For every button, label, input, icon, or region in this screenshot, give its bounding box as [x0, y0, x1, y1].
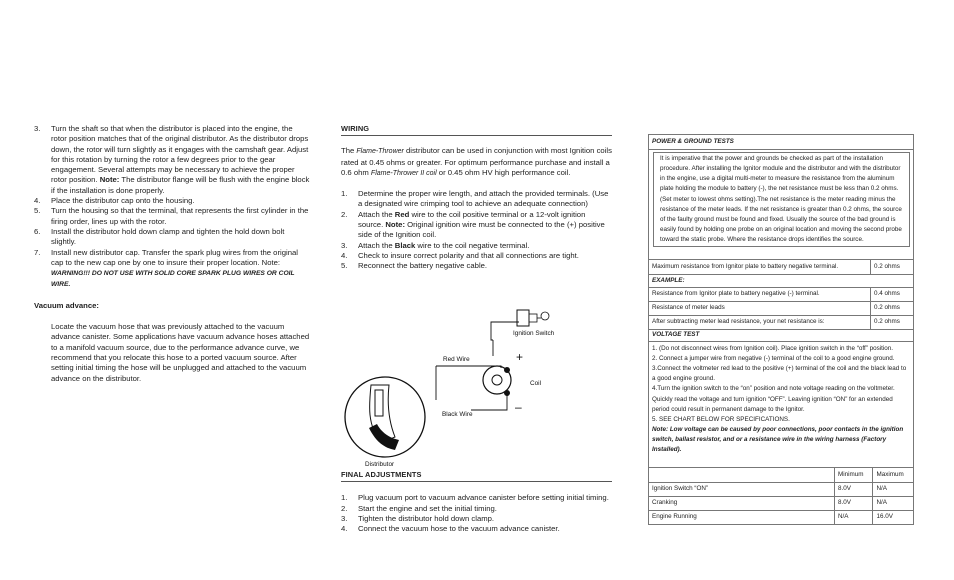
step-number: 3.: [341, 240, 348, 250]
step-text: Determine the proper wire length, and attach the provided terminals. (Use a designated wire crimping tool to achieve an adequate connection): [358, 189, 609, 209]
step-text-post: wire to the coil negative terminal.: [417, 240, 530, 250]
list-item: [34, 206, 310, 227]
final-adjustments-heading: FINAL ADJUSTMENTS: [341, 470, 612, 482]
wire-color-red: Red: [394, 209, 410, 219]
table-cell: 8.0V: [835, 496, 873, 510]
table-row: [649, 275, 914, 288]
table-cell: Maximum resistance from Ignitor plate to battery negative terminal.: [649, 260, 871, 275]
list-item: [34, 124, 310, 196]
voltage-text-cell: [649, 342, 914, 468]
list-item: [34, 227, 310, 248]
table-row: [649, 316, 914, 330]
step-text: Connect the vacuum hose to the vacuum advance canister.: [358, 524, 560, 534]
power-ground-cell: [649, 150, 914, 260]
table-cell: Resistance of meter leads: [649, 302, 871, 316]
tests-panel: [648, 134, 914, 544]
voltage-line: 4.Turn the ignition switch to the “on” position and note voltage reading on the voltmeter. Quickly read the voltage and turn ignition “OFF”. Leaving ignition “ON” for an extended period could result in permanent damage to the Ignitor.: [652, 385, 895, 413]
step-number: 1.: [341, 189, 348, 199]
distributor-icon: [345, 377, 425, 457]
table-cell: 0.2 ohms: [871, 302, 914, 316]
table-row: [649, 302, 914, 316]
red-wire-label: Red Wire: [443, 356, 470, 363]
product-coil: Flame-Thrower II coil: [370, 169, 437, 177]
wiring-heading: WIRING: [341, 124, 612, 136]
table-row: [649, 496, 914, 510]
spec-table: [648, 468, 914, 525]
vacuum-text: Locate the vacuum hose that was previously attached to the vacuum advance canister. Some applications have vacuum advance hoses attached to a manifold vacuum source, due to the performance advance curve, we recommend that you relocate this hose to a ported vacuum source. After setting initial timing the hose will be unplugged and attached to the vacuum advance on the distributor.: [51, 322, 310, 383]
list-item: [341, 514, 612, 524]
table-header-row: [649, 468, 914, 482]
wiring-intro-b: distributor can be used in conjunction with most Ignition coils rated at 0.45 ohms or greater. For optimum performance purchase and install a 0.6 ohm: [341, 146, 612, 177]
table-cell: N/A: [873, 482, 914, 496]
step-number: 4.: [341, 250, 348, 260]
step-number: 3.: [341, 513, 348, 523]
step-number: 2.: [341, 503, 348, 513]
note-label: Note:: [99, 175, 120, 185]
step-number: 4.: [34, 196, 41, 206]
final-steps-list: [341, 493, 612, 534]
voltage-line: 2. Connect a jumper wire from negative (-) terminal of the coil to a good engine ground.: [652, 355, 895, 363]
coil-label: Coil: [530, 380, 542, 387]
table-header: Minimum: [835, 468, 873, 482]
wiring-intro: [341, 146, 612, 179]
step-text: Turn the shaft so that when the distributor is placed into the engine, the rotor position matches that of the original distributor. As the distributor drops down, the rotor will turn slightly as it engages with the camshaft gear. Adjust for this rotation by turning the rotor a few degrees prior to the gear engagement. Several attempts may be necessary to achieve the proper rotor position.: [51, 124, 309, 185]
voltage-heading: VOLTAGE TEST: [649, 330, 914, 342]
black-wire-label: Black Wire: [442, 411, 473, 418]
note-label: Note:: [385, 220, 406, 230]
final-adjustments-section: [341, 470, 612, 534]
table-cell: 0.2 ohms: [871, 260, 914, 275]
table-cell: 8.0V: [835, 482, 873, 496]
table-row: [649, 330, 914, 342]
step-number: 3.: [34, 124, 41, 133]
example-heading: EXAMPLE:: [649, 275, 914, 288]
table-cell: N/A: [835, 510, 873, 524]
step-text: Turn the housing so that the terminal, that represents the first cylinder in the firing order, lines up with the rotor.: [51, 206, 309, 226]
warning-text: WARNING!!! DO NOT USE WITH SOLID CORE SPARK PLUG WIRES OR COIL WIRE.: [51, 270, 295, 289]
step-text: Tighten the distributor hold down clamp.: [358, 513, 495, 523]
voltage-note: Note: Low voltage can be caused by poor connections, poor contacts in the ignition switch, ballast resistor, and or a resistance wire in the wiring harness (Factory Installed).: [652, 425, 904, 453]
distributor-label: Distributor: [365, 461, 395, 468]
list-item: [341, 241, 612, 251]
ignition-switch-icon: [517, 310, 549, 326]
wiring-intro-c: or 0.45 ohm HV high performance coil.: [438, 167, 571, 177]
negative-terminal-label: –: [515, 400, 522, 414]
table-cell: 0.4 ohms: [871, 288, 914, 302]
table-cell: Ignition Switch “ON”: [649, 482, 835, 496]
table-cell: Cranking: [649, 496, 835, 510]
step-number: 2.: [341, 209, 348, 219]
step-number: 1.: [341, 493, 348, 503]
table-row: [649, 288, 914, 302]
step-text: Check to insure correct polarity and that all connections are tight.: [358, 250, 579, 260]
wire-color-black: Black: [394, 240, 416, 250]
step-number: 4.: [341, 524, 348, 534]
table-cell: Engine Running: [649, 510, 835, 524]
coil-icon: [483, 366, 511, 396]
step-text: Place the distributor cap onto the housing.: [51, 196, 195, 206]
power-ground-heading: POWER & GROUND TESTS: [649, 135, 914, 150]
table-cell: 16.0V: [873, 510, 914, 524]
table-cell: 0.2 ohms: [871, 316, 914, 330]
table-row: [649, 510, 914, 524]
power-ground-text: It is imperative that the power and grounds be checked as part of the installation procedure. After installing the Ignitor module and the distributor and with the distributor in the engine, use a digital multi-meter to measure the resistance from the aluminum plate holding the module to battery (-), the net resistance must be less than 0.2 ohms. (Set meter to lowest ohms setting).The net resistance is the meter reading minus the resistance of the meter leads. If the net resistance is greater than 0.2 ohms, the source of the faulty ground must be found and fixed. Usually the source of the bad ground is easily found by holding one probe on an original location and moving the second probe toward the static probe. Where the resistance drops identifies the source.: [653, 152, 910, 247]
left-column: [34, 124, 310, 384]
voltage-line: 5. SEE CHART BELOW FOR SPECIFICATIONS.: [652, 415, 790, 423]
black-wire: [471, 393, 507, 410]
ignition-switch-label: Ignition Switch: [513, 330, 555, 337]
step-number: 7.: [34, 247, 41, 257]
list-item: [341, 189, 612, 210]
list-item: [341, 261, 612, 271]
table-header: [649, 468, 835, 482]
list-item: [34, 196, 310, 206]
table-row: [649, 260, 914, 275]
product-name: Flame-Thrower: [356, 148, 404, 156]
step-note: Original ignition wire must be connected to the (+) positive side of the Ignition coil.: [358, 220, 605, 240]
step-note: The distributor flange will be flush with the engine block if the installation is done properly.: [51, 175, 310, 195]
middle-column: [341, 124, 612, 272]
table-cell: N/A: [873, 496, 914, 510]
step-text-pre: Attach the: [358, 209, 393, 219]
list-item: [341, 504, 612, 514]
power-ground-table: [648, 134, 914, 468]
voltage-line: 3.Connect the voltmeter red lead to the positive (+) terminal of the coil and the black lead to a good engine ground.: [652, 365, 907, 383]
table-cell: After subtracting meter lead resistance, your net resistance is:: [649, 316, 871, 330]
step-text: Reconnect the battery negative cable.: [358, 261, 488, 271]
step-text: Plug vacuum port to vacuum advance canister before setting initial timing.: [358, 493, 609, 503]
step-text: Install the distributor hold down clamp and tighten the hold down bolt slightly.: [51, 226, 285, 247]
table-header: Maximum: [873, 468, 914, 482]
voltage-line: 1. (Do not disconnect wires from Ignition coil). Place ignition switch in the “off” position.: [652, 345, 894, 353]
wiring-steps-list: [341, 189, 612, 271]
list-item: [341, 210, 612, 241]
step-text-pre: Attach the: [358, 240, 393, 250]
vacuum-heading: Vacuum advance:: [34, 300, 99, 310]
list-item: [341, 251, 612, 261]
table-row: [649, 342, 914, 468]
list-item: [34, 248, 310, 291]
step-number: 6.: [34, 226, 41, 236]
table-row: [649, 482, 914, 496]
step-text-post: wire to the coil positive terminal or a 12-volt ignition source.: [358, 209, 586, 230]
step-text: Install new distributor cap. Transfer the spark plug wires from the original cap to the new cap one by one to insure their proper location. Note:: [51, 247, 298, 267]
step-text: Start the engine and set the initial timing.: [358, 503, 497, 513]
positive-terminal-label: +: [516, 350, 524, 364]
table-cell: Resistance from Ignitor plate to battery negative (-) terminal.: [649, 288, 871, 302]
wiring-diagram: [341, 300, 601, 470]
step-number: 5.: [34, 206, 41, 216]
install-steps-list: [34, 124, 310, 291]
wiring-intro-a: The: [341, 146, 355, 156]
step-number: 5.: [341, 261, 348, 271]
list-item: [341, 524, 612, 534]
list-item: [341, 493, 612, 503]
